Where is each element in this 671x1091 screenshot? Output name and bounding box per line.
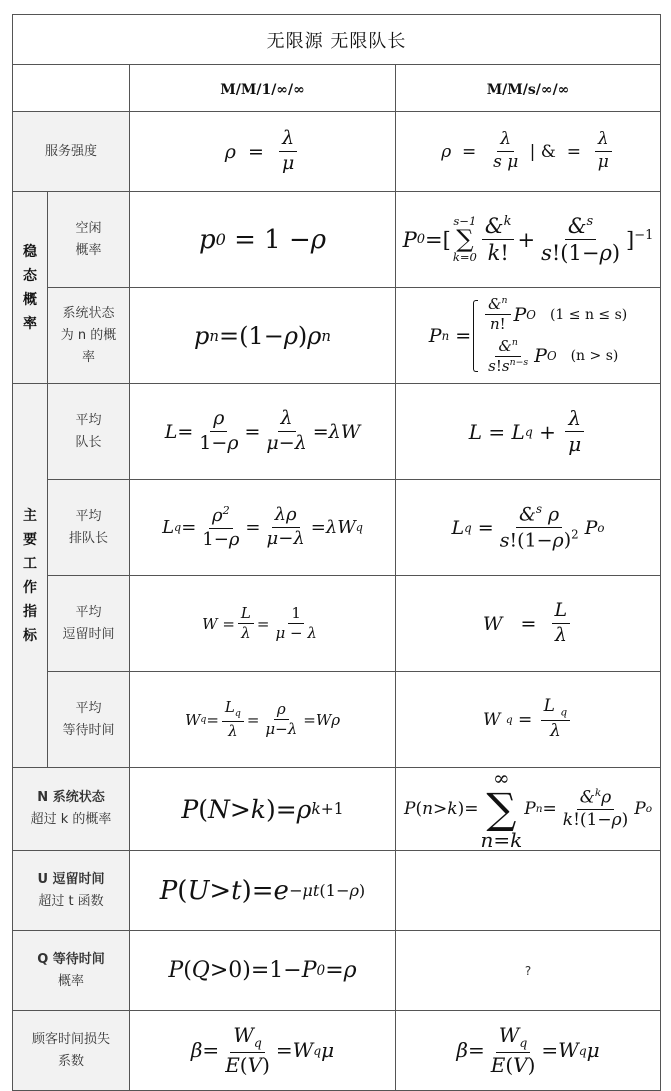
formula: p 0 = 1 − ρ <box>198 224 327 255</box>
header-mm1: M/M/1/∞/∞ <box>130 65 396 112</box>
formula-Q-mm1 <box>130 931 396 1011</box>
formula: L = L q + $\frac{\lambda}{\mu}$ <box>469 407 587 456</box>
formula: P ( N > k )= ρ k+1 <box>181 794 344 824</box>
formula-Q-mms: ? <box>396 931 661 1011</box>
label-average-length: 平均 队长 <box>48 384 130 480</box>
label-average-queue-length: 平均 排队长 <box>48 480 130 576</box>
group-main-metrics: 主 要 工 作 指 标 <box>13 384 48 768</box>
formula-Lq-mm1 <box>130 480 396 576</box>
formula-p0-mms <box>396 192 661 288</box>
formula-beta-mm1 <box>130 1011 396 1091</box>
queue-formula-table <box>12 14 661 1091</box>
header-row <box>13 65 661 112</box>
formula-beta-mms <box>396 1011 661 1091</box>
formula-L-mms <box>396 384 661 480</box>
formula-U-mm1 <box>130 851 396 931</box>
formula-U-mms-empty <box>396 851 661 931</box>
label-idle-probability: 空闲 概率 <box>48 192 130 288</box>
formula: P n = $\frac{\&^n}{n!}$ P O (1 ≤ n ≤ s) $\frac{\&^n}{s!s^{n-s}}$ P O (n > s) <box>428 295 628 375</box>
row-average-sojourn-time <box>13 576 661 672</box>
formula-Wq-mms <box>396 672 661 768</box>
formula: W q = $\frac{L _q}{\lambda}$ <box>483 697 573 741</box>
label-n-exceed: N 系统状态 超过 k 的概率 <box>13 768 130 851</box>
formula: β = $\frac{W_q}{E(V)}$ = W q μ <box>456 1023 600 1077</box>
formula: W = $\frac{L}{\lambda}$ = $\frac{1}{\mu - \lambda}$ <box>202 603 317 642</box>
formula: L = $\frac{\rho}{1-\rho}$ = $\frac{\lambda}{\mu-\lambda}$ = λW <box>164 407 361 454</box>
formula: L q = $\frac{\rho^2}{1-\rho}$ = $\frac{\lambda\rho}{\mu-\lambda}$ = λW q <box>162 503 363 550</box>
formula-Wq-mm1 <box>130 672 396 768</box>
formula: ρ = $\frac{\lambda}{\mu}$ <box>225 128 301 175</box>
formula: W q = $\frac{L_q}{\lambda}$ = $\frac{\rho}{\mu-\lambda}$ = Wρ <box>184 698 341 740</box>
row-u-exceed <box>13 851 661 931</box>
row-time-loss <box>13 1011 661 1091</box>
formula-pn-mms <box>396 288 661 384</box>
row-average-waiting-time <box>13 672 661 768</box>
row-state-probability <box>13 288 661 384</box>
header-mms: M/M/s/∞/∞ <box>396 65 661 112</box>
formula: W = $\frac{L}{\lambda}$ <box>483 600 573 647</box>
table-title: 无限源 无限队长 <box>13 15 661 65</box>
row-service-intensity <box>13 112 661 192</box>
formula-Lq-mms <box>396 480 661 576</box>
formula-rho-mm1 <box>130 112 396 192</box>
formula: L q = $\frac{\&^s \rho}{s!(1-\rho)^2}$ P o <box>451 501 605 552</box>
formula: β = $\frac{W_q}{E(V)}$ = W q μ <box>190 1023 335 1077</box>
formula: ρ = $\frac{\lambda}{\text{s μ}}$ | & = $\frac{\lambda}{\mu}$ <box>441 130 615 172</box>
title-row <box>13 15 661 65</box>
row-average-queue-length <box>13 480 661 576</box>
label-u-exceed: U 逗留时间 超过 t 函数 <box>13 851 130 931</box>
formula: p n =(1− ρ ) ρ n <box>193 321 331 350</box>
formula-W-mms <box>396 576 661 672</box>
formula: P 0 =[ s−1 ∑ k=0 $\frac{\&^k}{k!}$ + $\frac{\&^s}{s!(1-\rho)}$ ]$^{-1}$ <box>402 213 654 265</box>
formula-L-mm1 <box>130 384 396 480</box>
label-q-waiting: Q 等待时间 概率 <box>13 931 130 1011</box>
label-average-sojourn-time: 平均 逗留时间 <box>48 576 130 672</box>
formula: P ( Q >0)=1− P 0 = ρ <box>168 958 357 983</box>
formula-pn-mm1 <box>130 288 396 384</box>
group-steady-state: 稳 态 概 率 <box>13 192 48 384</box>
formula-p0-mm1 <box>130 192 396 288</box>
label-state-probability: 系统状态 为 n 的概 率 <box>48 288 130 384</box>
formula: P ( n > k )= ∞ ∑ n=k P n = $\frac{\&^k\rho}{k!(1-\rho)}$ P o <box>404 766 653 852</box>
label-average-waiting-time: 平均 等待时间 <box>48 672 130 768</box>
formula-rho-mms <box>396 112 661 192</box>
row-q-waiting <box>13 931 661 1011</box>
row-idle-probability <box>13 192 661 288</box>
label-service-intensity: 服务强度 <box>13 112 130 192</box>
formula: P ( U > t )= e −μt(1−ρ) <box>159 875 366 906</box>
formula-N-mm1 <box>130 768 396 851</box>
header-empty-cell <box>13 65 130 112</box>
row-average-length <box>13 384 661 480</box>
formula-N-mms <box>396 768 661 851</box>
row-n-exceed <box>13 768 661 851</box>
label-time-loss: 顾客时间损失 系数 <box>13 1011 130 1091</box>
formula-W-mm1 <box>130 576 396 672</box>
